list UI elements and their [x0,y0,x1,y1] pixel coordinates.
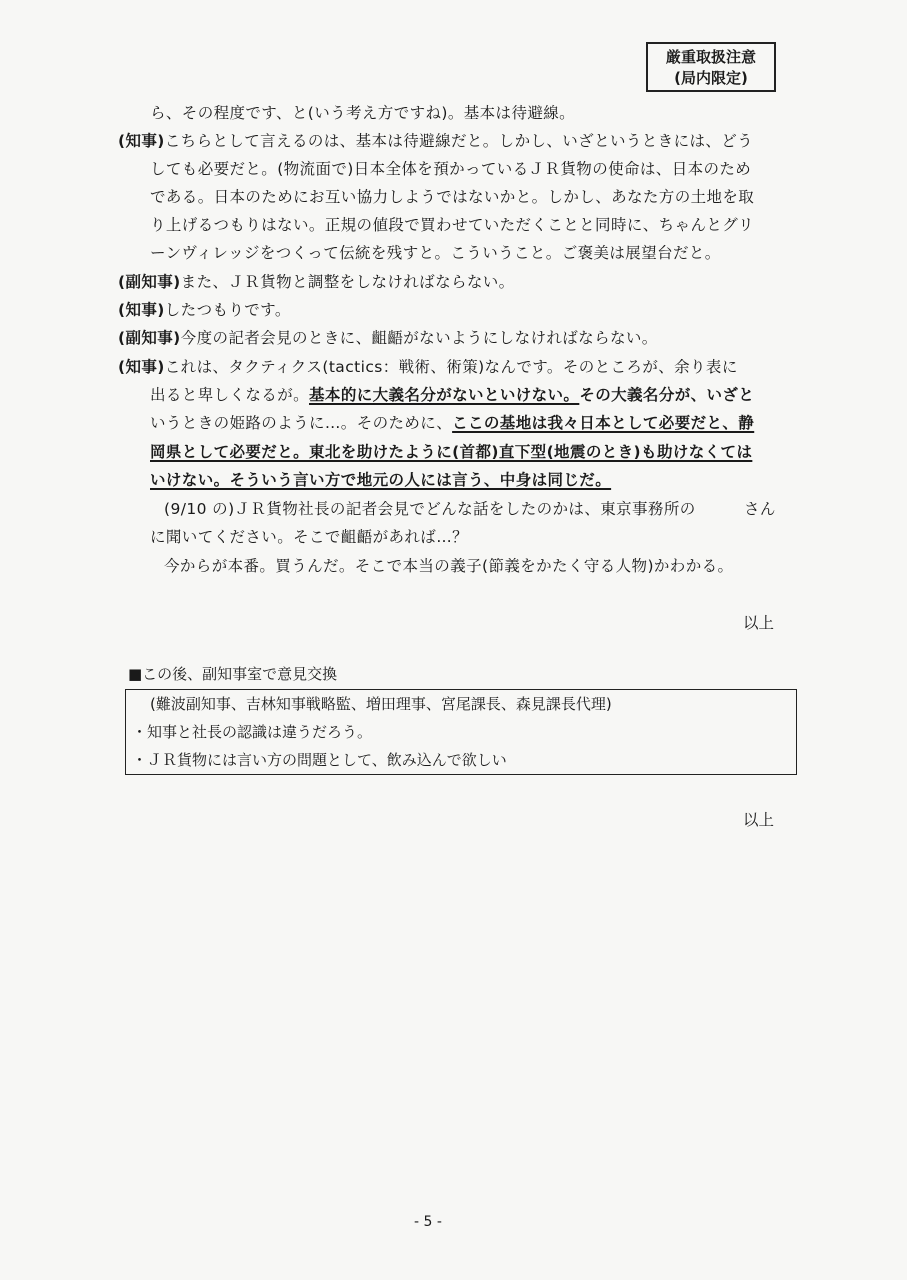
text-content: これは、タクティクス(tactics：戦術、術策)なんです。そのところが、余り表に [164,358,738,376]
page-number: - 5 - [414,1214,442,1230]
text-line-7 [118,272,515,292]
text-line-17: 今からが本番。買うんだ。そこで本当の義子(節義をかたく守る人物)かわかる。 [164,557,734,575]
attendees-line: (難波副知事、吉林知事戦略監、増田理事、宮尾課長、森見課長代理) [150,695,612,713]
speaker-label: (知事) [118,358,165,376]
text-line-4: である。日本のためにお互い協力しようではないかと。しかし、あなた方の土地を取 [150,188,755,206]
stamp-line-2: (局内限定) [674,69,748,87]
underlined-text: ここの基地は我々日本として必要だと、静 [452,414,755,432]
text-line-8 [118,300,291,320]
confidential-stamp [646,42,776,92]
text-line-3: しても必要だと。(物流面で)日本全体を預かっているＪＲ貨物の使命は、日本のため [150,160,752,178]
speaker-label: (副知事) [118,273,181,291]
section-heading: ■この後、副知事室で意見交換 [128,665,338,683]
text-line-13: 岡県として必要だと。東北を助けたように(首都)直下型(地震のとき)も助けなくては [150,443,753,461]
text-content: いうときの姫路のように…。そのために、 [150,414,453,432]
closing-mark: 以上 [743,614,775,632]
list-item: ・ＪＲ貨物には言い方の問題として、飲み込んで欲しい [132,751,507,769]
text-line-15-end: さん [744,500,776,518]
text-line-11 [150,385,754,405]
text-line-6: ーンヴィレッジをつくって伝統を残すと。こういうこと。ご褒美は展望台だと。 [150,244,721,262]
text-content: 今度の記者会見のときに、齟齬がないようにしなければならない。 [180,329,658,347]
text-line-9 [118,328,658,348]
text-line-5: り上げるつもりはない。正規の値段で買わせていただくことと同時に、ちゃんとグリ [150,216,755,234]
speaker-label: (知事) [118,132,165,150]
stamp-line-1: 厳重取扱注意 [665,48,756,66]
speaker-label: (副知事) [118,329,181,347]
text-line-12 [150,413,754,433]
text-content: 出ると卑しくなるが。 [150,386,310,404]
text-line-15: (9/10 の)ＪＲ貨物社長の記者会見でどんな話をしたのかは、東京事務所の [164,500,696,518]
text-content: こちらとして言えるのは、基本は待避線だと。しかし、いざというときには、どう [164,132,754,150]
text-content: したつもりです。 [164,301,291,319]
text-line-10 [118,357,738,377]
text-line-14: いけない。そういう言い方で地元の人には言う、中身は同じだ。 [150,471,612,489]
speaker-label: (知事) [118,301,165,319]
text-content: その大義名分が、いざと [579,386,755,404]
closing-mark: 以上 [743,811,775,829]
underlined-text: 基本的に大義名分がないといけない。 [309,386,580,404]
discussion-box [125,689,797,775]
text-content: また、ＪＲ貨物と調整をしなければならない。 [180,273,515,291]
text-line-16: に聞いてください。そこで齟齬があれば…？ [150,528,469,546]
text-line-1: ら、その程度です、と(いう考え方ですね)。基本は待避線。 [150,104,576,122]
text-line-2 [118,131,753,151]
list-item: ・知事と社長の認識は違うだろう。 [132,723,373,741]
